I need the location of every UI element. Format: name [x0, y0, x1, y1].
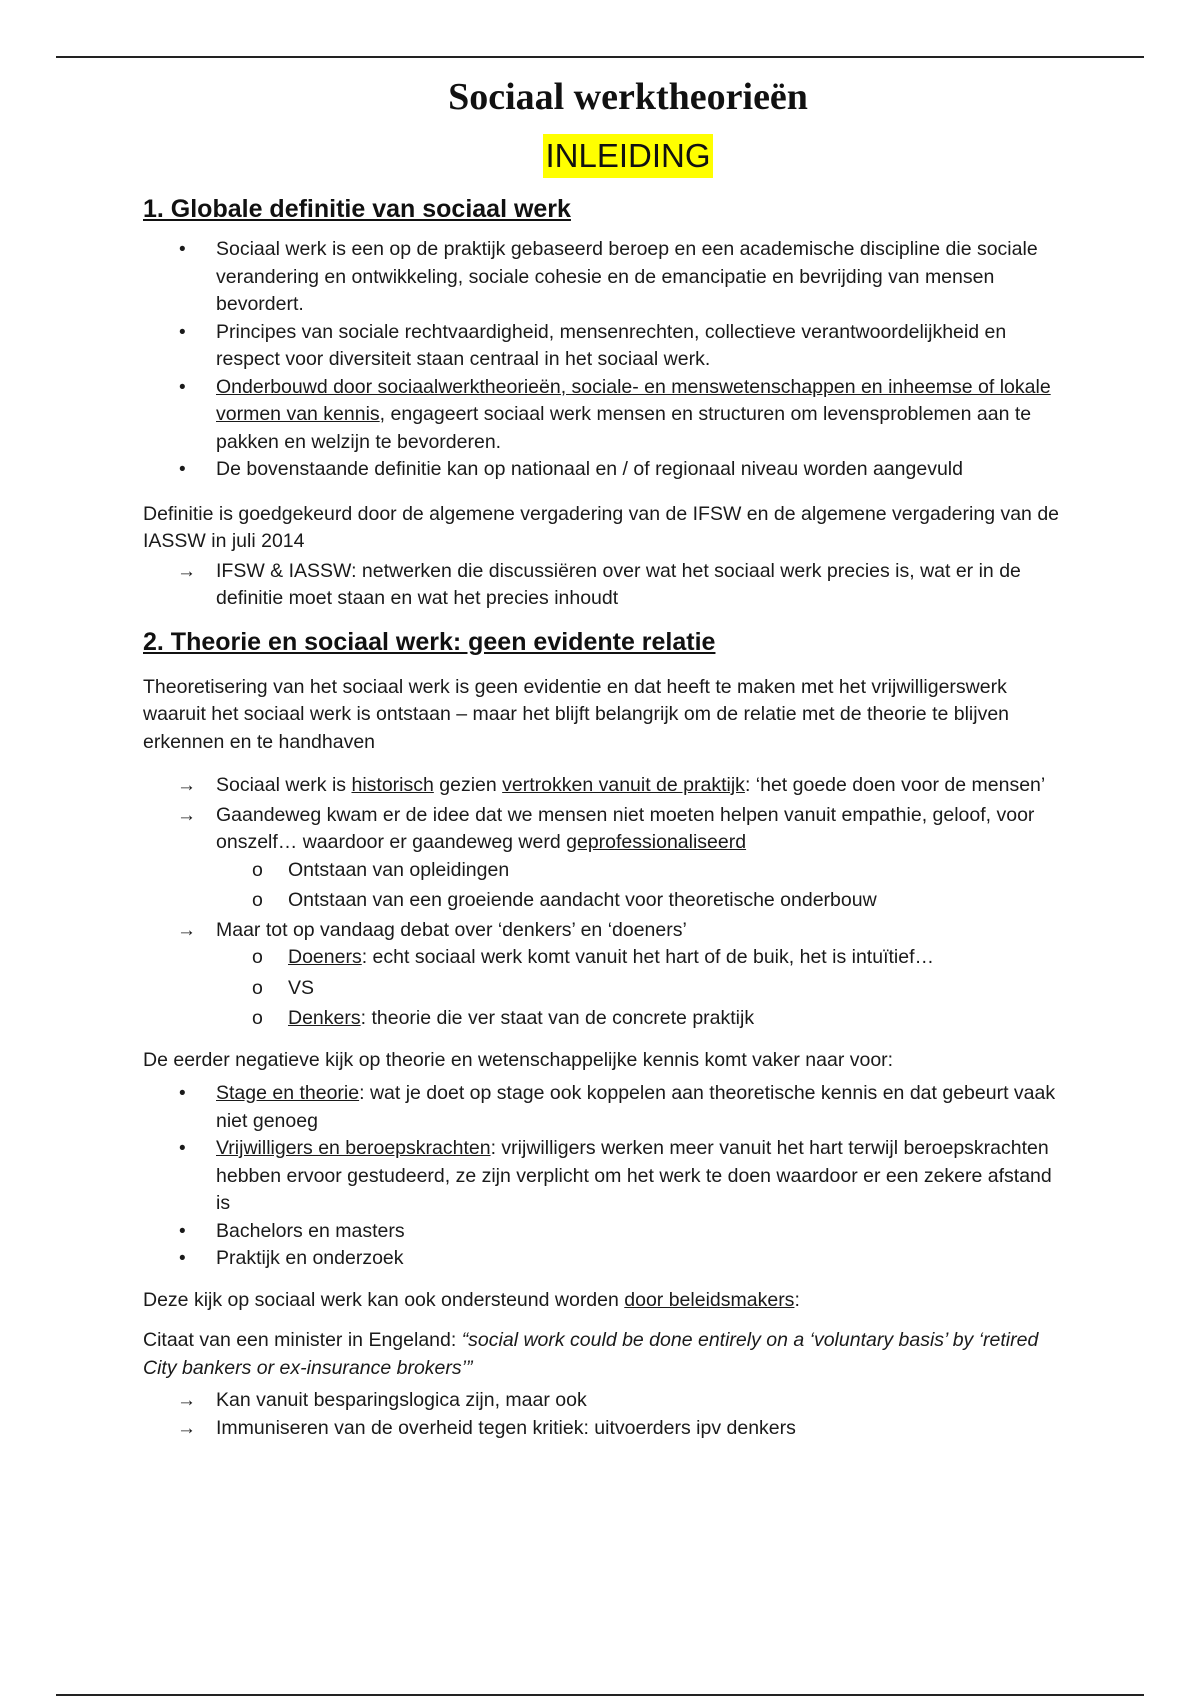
underlined-text: geprofessionaliseerd	[566, 831, 747, 853]
document-title: Sociaal werktheorieën	[448, 76, 808, 118]
list-item	[143, 857, 1063, 885]
section-1-bullets	[143, 236, 1063, 484]
list-item	[143, 1135, 1063, 1218]
top-rule	[56, 56, 1144, 58]
underlined-text: historisch	[351, 774, 434, 796]
bullet-icon: •	[179, 459, 186, 480]
list-item	[143, 944, 1063, 972]
arrow-icon: →	[177, 560, 196, 582]
bullet-icon: •	[179, 1248, 186, 1269]
list-item	[143, 236, 1063, 319]
list-item	[143, 917, 1063, 945]
list-item-text: , engageert sociaal werk mensen en structuren om levensproblemen aan te pakken en welzijn te bevorderen.	[216, 403, 1032, 453]
list-item-text: Sociaal werk is een op de praktijk gebaseerd beroep en een academische discipline die sociale verandering en ontwikkeling, sociale cohesie en de emancipatie en bevrijding van mensen bevordert.	[216, 238, 1038, 315]
list-item-text: Praktijk en onderzoek	[216, 1247, 404, 1269]
list-item-text: Immuniseren van de overheid tegen kritiek: uitvoerders ipv denkers	[216, 1416, 796, 1439]
bullet-icon: •	[179, 376, 186, 398]
list-item-text: Maar tot op vandaag debat over ‘denkers’ en ‘doeners’	[216, 918, 687, 941]
list-item-text: : theorie die ver staat van de concrete praktijk	[360, 1007, 755, 1029]
underlined-text: Denkers	[288, 1007, 361, 1029]
arrow-3-sublist	[143, 944, 1063, 1033]
list-item-text: Ontstaan van opleidingen	[288, 858, 510, 881]
list-item	[143, 975, 1063, 1003]
bullet-icon: •	[179, 321, 186, 343]
section-1-arrows	[143, 558, 1063, 613]
paragraph-text: :	[794, 1288, 800, 1311]
list-item-text: gezien	[433, 774, 503, 796]
circle-bullet-icon: o	[252, 858, 263, 881]
bullet-icon: •	[179, 1083, 186, 1104]
list-item-text: : echt sociaal werk komt vanuit het hart of de buik, het is intuïtief…	[361, 946, 934, 968]
list-item	[143, 1218, 1063, 1246]
list-item-text: Gaandeweg kwam er de idee dat we mensen niet moeten helpen vanuit empathie, geloof, voor onszelf… waardoor er gaandeweg werd	[216, 803, 1035, 853]
circle-bullet-icon: o	[252, 1007, 263, 1029]
underlined-text: door beleidsmakers	[624, 1288, 795, 1311]
negative-view-paragraph: De eerder negatieve kijk op theorie en wetenschappelijke kennis komt vaker naar voor:	[143, 1048, 894, 1071]
bottom-rule	[56, 1694, 1144, 1696]
circle-bullet-icon: o	[252, 976, 263, 999]
arrow-icon: →	[177, 919, 196, 941]
paragraph-text: Citaat van een minister in Engeland:	[143, 1329, 462, 1351]
list-item	[143, 802, 1063, 857]
list-item	[143, 1245, 1063, 1273]
list-item	[143, 772, 1063, 800]
list-item-text: VS	[288, 976, 315, 999]
bullet-icon: •	[179, 1138, 186, 1159]
list-item-text: IFSW & IASSW: netwerken die discussiëren over wat het sociaal werk precies is, wat er in de definitie moet staan en wat het precies inhoudt	[216, 559, 1021, 609]
final-arrows	[143, 1387, 1063, 1442]
list-item	[143, 1080, 1063, 1135]
list-item-text: Ontstaan van een groeiende aandacht voor theoretische onderbouw	[288, 889, 877, 911]
list-item	[143, 319, 1063, 374]
list-item-text: : vrijwilligers werken meer vanuit het hart terwijl beroepskrachten hebben ervoor gestudeerd, ze zijn verplicht om het werk te doen waardoor er een zekere afstand is	[216, 1137, 1052, 1214]
negative-view-bullets	[143, 1080, 1063, 1273]
list-item	[143, 887, 1063, 915]
policy-paragraph	[143, 1287, 1063, 1315]
list-item	[143, 374, 1063, 457]
list-item	[143, 456, 1063, 484]
quote-text: “social work could be done entirely on a ‘voluntary basis’ by ‘retired City bankers or ex-insurance brokers’”	[143, 1329, 1039, 1379]
arrow-icon: →	[177, 1390, 196, 1411]
list-item-text: De bovenstaande definitie kan op nationaal en / of regionaal niveau worden aangevuld	[216, 458, 963, 480]
underlined-text: Onderbouwd door sociaalwerktheorieën, sociale- en menswetenschappen en inheemse of lokale vormen van kennis	[216, 375, 1051, 425]
underlined-text: Stage en theorie	[216, 1082, 360, 1104]
circle-bullet-icon: o	[252, 946, 263, 968]
definition-paragraph: Definitie is goedgekeurd door de algemene vergadering van de IFSW en de algemene vergadering van de IASSW in juli 2014	[143, 502, 1060, 552]
document-page	[143, 70, 1063, 1442]
arrow-2-sublist	[143, 857, 1063, 915]
section-2-arrows-cont	[143, 917, 1063, 945]
bullet-icon: •	[179, 1220, 186, 1242]
arrow-icon: →	[177, 1417, 196, 1439]
section-1-heading: 1. Globale definitie van sociaal werk	[143, 195, 571, 223]
bullet-icon: •	[179, 239, 186, 260]
subtitle-highlight: INLEIDING	[543, 134, 712, 178]
list-item-text: Sociaal werk is	[216, 774, 352, 796]
arrow-icon: →	[177, 775, 196, 796]
circle-bullet-icon: o	[252, 889, 263, 911]
list-item	[143, 1387, 1063, 1415]
intro-paragraph: Theoretisering van het sociaal werk is geen evidentie en dat heeft te maken met het vrijwilligerswerk waaruit het sociaal werk is ontstaan – maar het blijft belangrijk om de relatie met de theorie te blijven erkennen en te handhaven	[143, 675, 1010, 753]
quote-paragraph	[143, 1327, 1063, 1382]
section-2-arrows	[143, 772, 1063, 857]
list-item	[143, 1415, 1063, 1443]
list-item-text: : wat je doet op stage ook koppelen aan theoretische kennis en dat gebeurt vaak niet genoeg	[216, 1082, 1056, 1132]
underlined-text: vertrokken vanuit de praktijk	[502, 774, 745, 796]
underlined-text: Vrijwilligers en beroepskrachten	[216, 1137, 491, 1159]
paragraph-text: Deze kijk op sociaal werk kan ook ondersteund worden	[143, 1288, 625, 1311]
list-item-text: Bachelors en masters	[216, 1219, 405, 1242]
underlined-text: Doeners	[288, 946, 362, 968]
list-item-text: Kan vanuit besparingslogica zijn, maar ook	[216, 1389, 587, 1411]
list-item	[143, 558, 1063, 613]
section-2-heading: 2. Theorie en sociaal werk: geen evidente relatie	[143, 627, 716, 656]
list-item-text: : ‘het goede doen voor de mensen’	[744, 774, 1046, 796]
list-item-text: Principes van sociale rechtvaardigheid, mensenrechten, collectieve verantwoordelijkheid en respect voor diversiteit staan centraal in het sociaal werk.	[216, 320, 1007, 370]
list-item	[143, 1005, 1063, 1033]
arrow-icon: →	[177, 804, 196, 826]
subtitle-wrap	[143, 134, 1063, 180]
